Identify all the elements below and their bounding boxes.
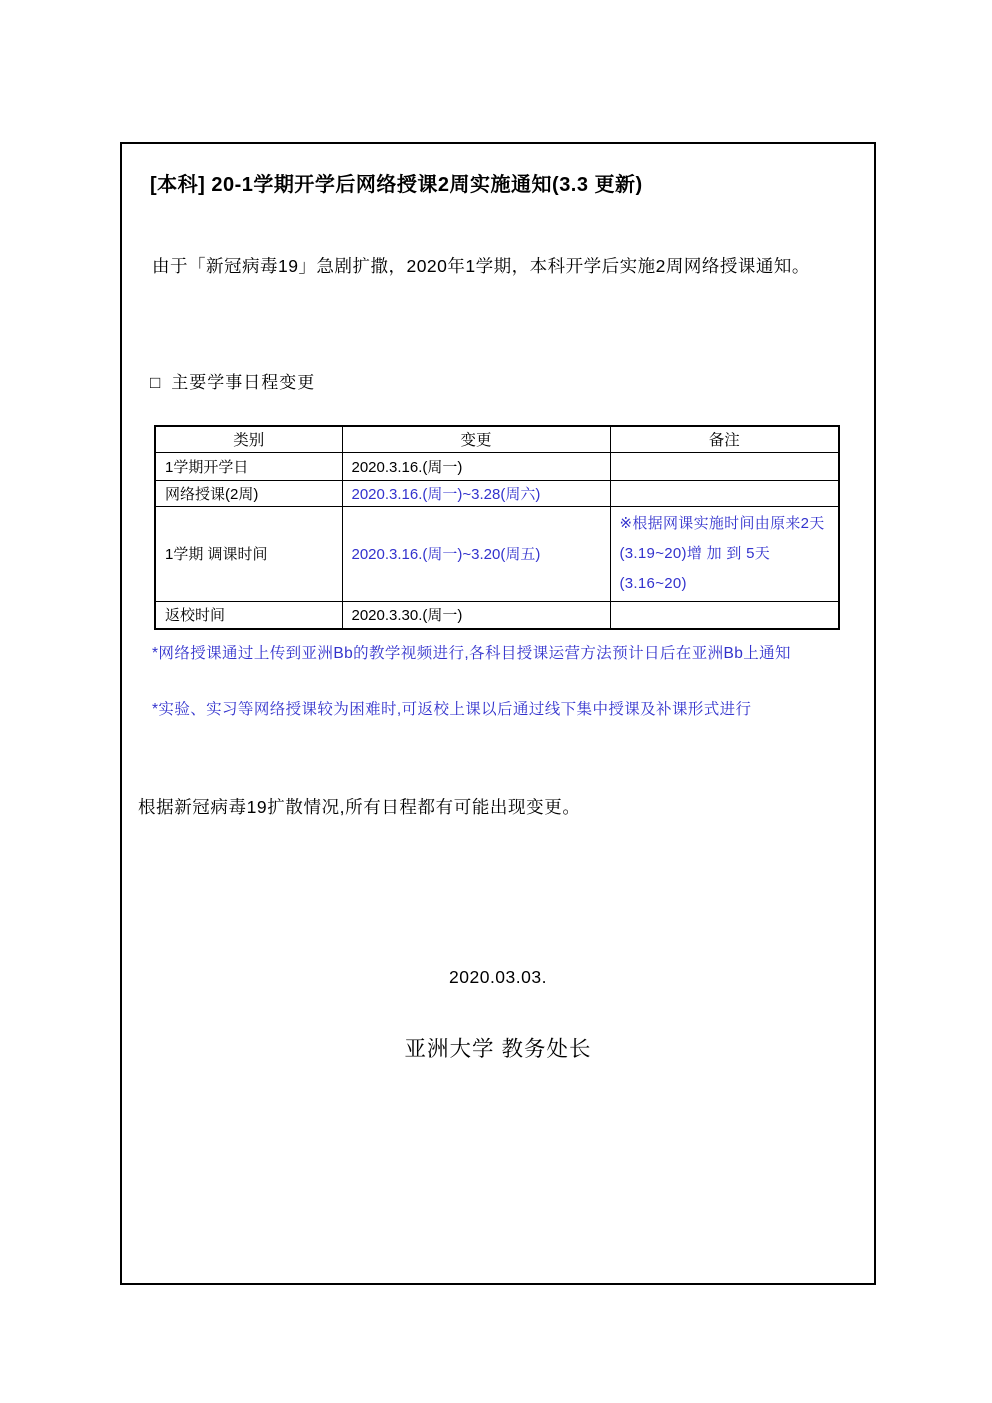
signature: 亚洲大学 教务处长 — [404, 1037, 592, 1061]
column-header-change: 变更 — [342, 426, 610, 452]
cell-change: 2020.3.30.(周一) — [342, 601, 610, 629]
cell-remark — [610, 480, 839, 506]
note-lab-practice: *实验、实习等网络授课较为困难时,可返校上课以后通过线下集中授课及补课形式进行 — [152, 701, 752, 718]
section-heading — [150, 368, 315, 393]
table-row — [155, 506, 839, 601]
disclaimer-paragraph: 根据新冠病毒19扩散情况,所有日程都有可能出现变更。 — [138, 797, 581, 817]
table-row — [155, 601, 839, 629]
table-row — [155, 452, 839, 480]
column-header-category: 类别 — [155, 426, 342, 452]
checkbox-icon: □ — [150, 373, 162, 392]
cell-category: 1学期开学日 — [155, 452, 342, 480]
cell-category: 网络授课(2周) — [155, 480, 342, 506]
cell-change: 2020.3.16.(周一)~3.28(周六) — [342, 480, 610, 506]
cell-remark — [610, 601, 839, 629]
table-header-row — [155, 426, 839, 452]
cell-change: 2020.3.16.(周一)~3.20(周五) — [342, 506, 610, 601]
cell-change: 2020.3.16.(周一) — [342, 452, 610, 480]
page-title: [本科] 20-1学期开学后网络授课2周实施通知(3.3 更新) — [150, 174, 643, 196]
schedule-table — [154, 425, 840, 630]
cell-category: 1学期 调课时间 — [155, 506, 342, 601]
column-header-remark: 备注 — [610, 426, 839, 452]
notice-document — [120, 142, 876, 1285]
cell-category: 返校时间 — [155, 601, 342, 629]
table-row — [155, 480, 839, 506]
intro-paragraph: 由于「新冠病毒19」急剧扩撒，2020年1学期，本科开学后实施2周网络授课通知。 — [152, 256, 810, 276]
notice-date: 2020.03.03. — [449, 967, 547, 987]
section-heading-label: 主要学事日程变更 — [171, 373, 316, 392]
cell-remark: ※根据网课实施时间由原来2天(3.19~20)增 加 到 5天(3.16~20) — [610, 506, 839, 601]
cell-remark — [610, 452, 839, 480]
note-online-class-method: *网络授课通过上传到亚洲Bb的教学视频进行,各科目授课运营方法预计日后在亚洲Bb上通知 — [152, 645, 791, 662]
